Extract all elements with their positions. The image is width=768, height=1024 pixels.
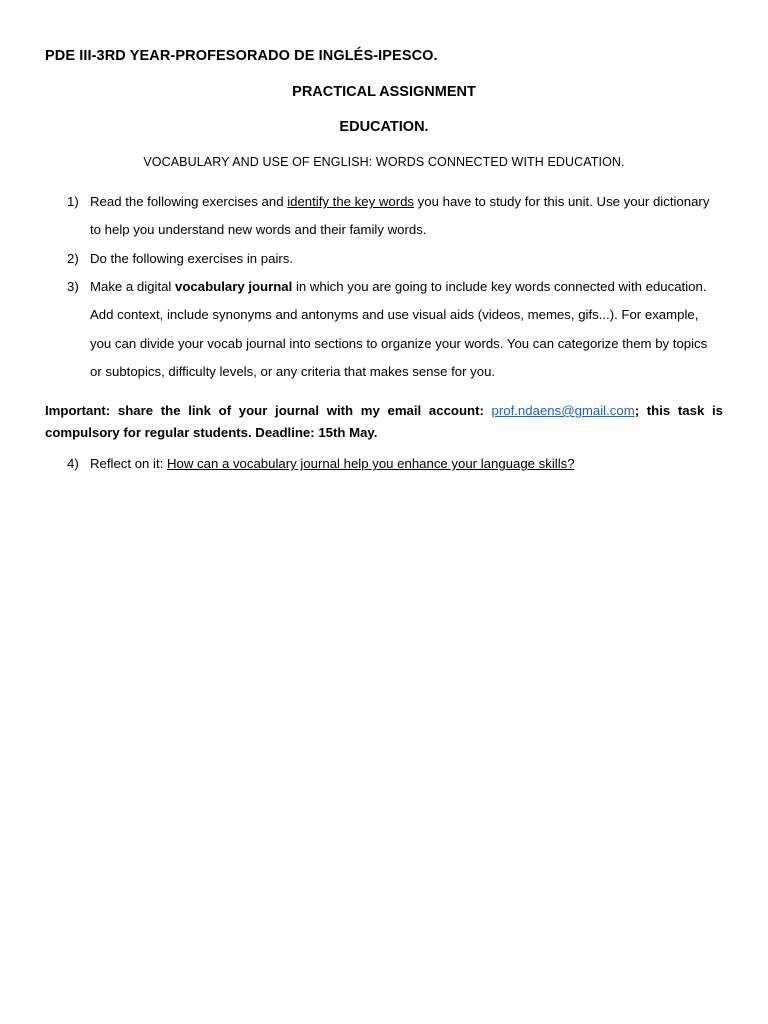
- item-text-underlined: How can a vocabulary journal help you enhance your language skills?: [166, 456, 575, 471]
- list-number: 2): [67, 251, 79, 266]
- item-text-pre: Read the following exercises and: [90, 194, 288, 209]
- course-heading: PDE III-3RD YEAR-PROFESORADO DE INGLÉS-IPESCO.: [45, 48, 438, 64]
- list-number: 1): [67, 194, 79, 209]
- item-text-post: in which you are going to include key words connected with education. Add context, include synonyms and antonyms and use visual aids (videos, memes, gifs...). For example, you can divide your vocab journal into sections to organize your words. You can categorize them by topics or subtopics, difficulty levels, or any criteria that makes sense for you.: [90, 279, 708, 380]
- topic-subtitle: VOCABULARY AND USE OF ENGLISH: WORDS CONNECTED WITH EDUCATION.: [143, 155, 625, 169]
- important-text-post: ; this task is compulsory for regular students. Deadline: 15th May.: [45, 403, 723, 440]
- list-item-text: [90, 450, 715, 478]
- unit-title: EDUCATION.: [339, 119, 429, 135]
- item-text-underlined: identify the key words: [287, 194, 415, 209]
- list-item-text: [90, 273, 715, 387]
- item-text-post: you have to study for this unit. Use your dictionary to help you understand new words and their family words.: [90, 194, 710, 238]
- email-link[interactable]: prof.ndaens@gmail.com: [491, 403, 635, 418]
- list-item-text: Do the following exercises in pairs.: [90, 251, 294, 266]
- item-text-pre: Reflect on it:: [90, 456, 167, 471]
- important-text-pre: Important: share the link of your journal with my email account:: [45, 403, 492, 418]
- list-number: 4): [67, 456, 79, 471]
- item-text-bold: vocabulary journal: [175, 279, 293, 294]
- assignment-title: PRACTICAL ASSIGNMENT: [292, 84, 476, 100]
- important-note: [45, 400, 723, 444]
- list-number: 3): [67, 279, 79, 294]
- item-text-pre: Make a digital: [90, 279, 176, 294]
- list-item-text: [90, 188, 715, 245]
